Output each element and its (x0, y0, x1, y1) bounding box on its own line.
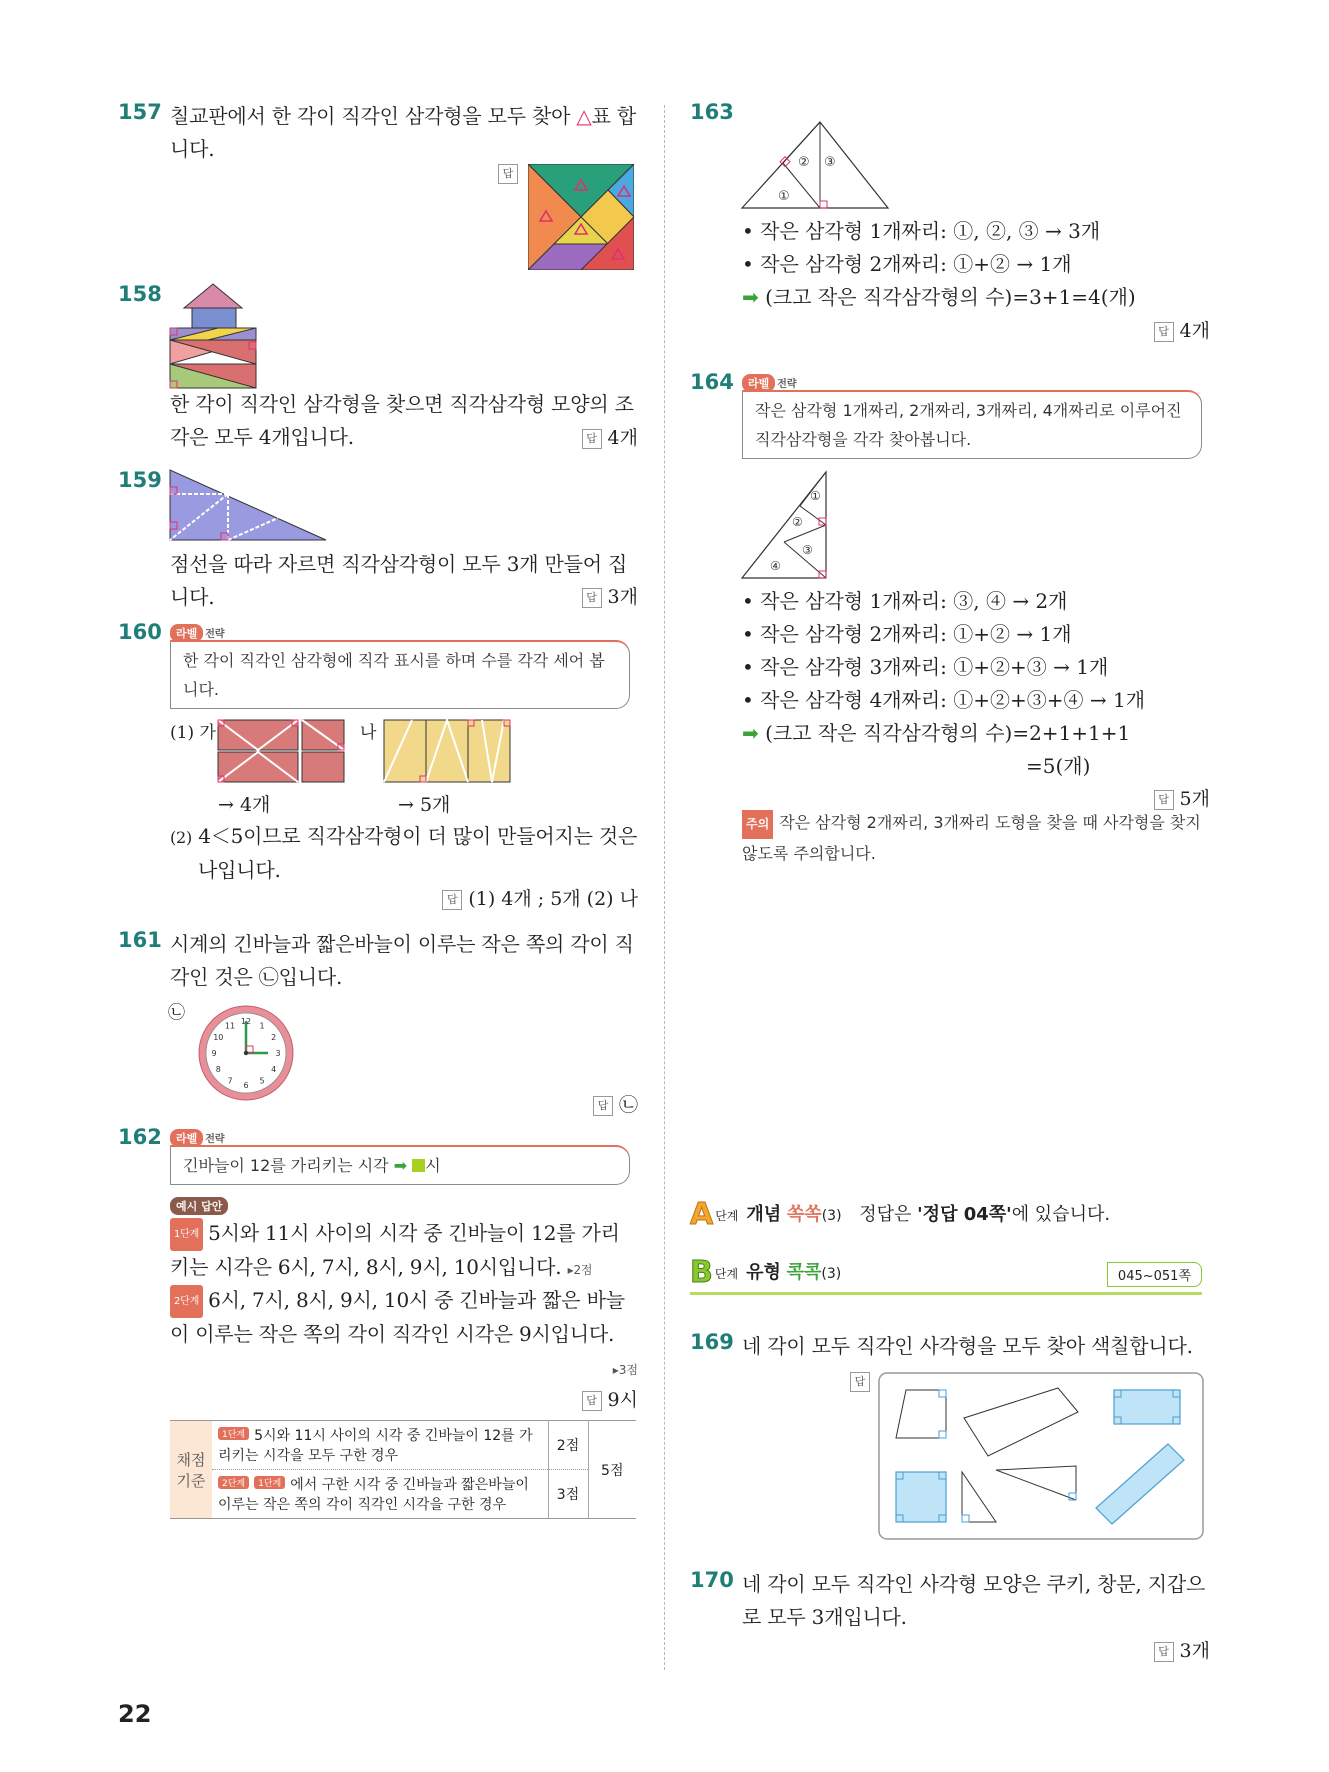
column-divider (664, 105, 665, 1670)
grading-label: 채점 기준 (170, 1421, 212, 1519)
problem-text: 점선을 따라 자르면 직각삼각형이 모두 3개 만들어 집니다. (170, 552, 628, 609)
problem-159 (118, 468, 638, 608)
triangle-figure-163 (740, 118, 890, 210)
clock-numeral: 4 (271, 1065, 277, 1074)
triangle-symbol: △ (576, 104, 592, 128)
svg-text:②: ② (798, 155, 810, 170)
svg-text:②: ② (792, 515, 803, 529)
hint-box: 한 각이 직각인 삼각형에 직각 표시를 하며 수를 각각 세어 봅니다. (170, 640, 630, 709)
grading-row-1: 1단계 5시와 11시 사이의 시각 중 긴바늘이 12를 가리키는 시각을 모두 구한 경우 (212, 1421, 548, 1470)
clock-numeral: 3 (275, 1049, 281, 1058)
problem-text: 칠교판에서 한 각이 직각인 삼각형을 모두 찾아 △표 합니다. (170, 104, 636, 161)
strategy-tag: 라벨 전략 (170, 622, 225, 642)
count-line-1: • 작은 삼각형 1개짜리: ①, ②, ③ → 3개 (742, 219, 1101, 243)
problem-text: 네 각이 모두 직각인 사각형을 모두 찾아 색칠합니다. (742, 1334, 1193, 1358)
count-line-3: • 작은 삼각형 3개짜리: ①+②+③ → 1개 (742, 655, 1109, 679)
problem-number: 170 (690, 1568, 734, 1592)
tangram-figure (528, 164, 634, 270)
problem-number: 159 (118, 468, 162, 492)
problem-158 (118, 282, 638, 452)
total-line: ➡ (크고 작은 직각삼각형의 수)=2+1+1+1 (742, 721, 1131, 745)
svg-text:④: ④ (770, 559, 781, 573)
answer-mark: 답 (850, 1372, 870, 1392)
clock-numeral: 10 (213, 1033, 224, 1042)
na-count: → 5개 (398, 794, 451, 816)
grading-total: 5점 (588, 1421, 636, 1519)
clock-numeral: 5 (259, 1076, 265, 1086)
strategy-tag: 라벨 전략 (742, 372, 797, 392)
problem-number: 164 (690, 370, 734, 394)
page-range: 045~051쪽 (1107, 1262, 1202, 1287)
caution-note: 주의 작은 삼각형 2개짜리, 3개짜리 도형을 찾을 때 사각형을 찾지 않도록 주의합니다. (742, 808, 1210, 868)
clock-numeral: 1 (259, 1021, 265, 1031)
clock-numeral: 7 (227, 1076, 233, 1086)
clock-numeral: 2 (271, 1033, 277, 1042)
problem-text: 네 각이 모두 직각인 사각형 모양은 쿠키, 창문, 지갑으로 모두 3개입니다. (742, 1572, 1206, 1629)
problem-number: 158 (118, 282, 162, 306)
cut-triangles-figure (168, 468, 328, 543)
problem-number: 169 (690, 1330, 734, 1354)
grading-row-2-points: 3점 (548, 1470, 588, 1519)
step1-text: 1단계 5시와 11시 사이의 시각 중 긴바늘이 12를 가리키는 시각은 6시, 7시, 8시, 9시, 10시입니다. ▸2점 (170, 1217, 638, 1287)
count-line-4: • 작은 삼각형 4개짜리: ①+②+③+④ → 1개 (742, 688, 1146, 712)
blank-square (412, 1159, 425, 1172)
grading-table (170, 1420, 636, 1519)
page-number: 22 (118, 1700, 152, 1728)
house-figure (168, 282, 258, 392)
svg-text:①: ① (810, 489, 821, 503)
rectangles-figure (878, 1372, 1204, 1540)
stage-b-banner: B단계 유형 콕콕(3) 045~051쪽 (690, 1258, 1202, 1288)
figure-ga (216, 718, 346, 784)
part1-label: (1) 가 (170, 723, 216, 743)
count-line-2: • 작은 삼각형 2개짜리: ①+② → 1개 (742, 252, 1072, 276)
step2-text: 2단계 6시, 7시, 8시, 9시, 10시 중 긴바늘과 짧은 바늘이 이루는 작은 쪽의 각이 직각인 시각은 9시입니다. (170, 1284, 638, 1351)
count-line-1: • 작은 삼각형 1개짜리: ③, ④ → 2개 (742, 589, 1068, 613)
na-label: 나 (360, 723, 377, 743)
answer: 답 5개 (1154, 784, 1210, 811)
figure-na (382, 718, 512, 784)
part2-text: (2) 4＜5이므로 직각삼각형이 더 많이 만들어지는 것은 나입니다. (170, 824, 638, 882)
problem-number: 160 (118, 620, 162, 644)
clock-numeral: 11 (224, 1021, 236, 1031)
answer: 답 4개 (1154, 316, 1210, 343)
clock-label: ㉡ (168, 1003, 185, 1023)
clock-figure (196, 1003, 296, 1103)
problem-text: 한 각이 직각인 삼각형을 찾으면 직각삼각형 모양의 조각은 모두 4개입니다. (170, 392, 634, 449)
svg-text:③: ③ (802, 543, 813, 557)
clock-numeral: 6 (243, 1081, 249, 1090)
problem-164 (690, 370, 1210, 890)
problem-162 (118, 1125, 638, 1513)
problem-163 (690, 100, 1210, 340)
problem-170 (690, 1568, 1210, 1668)
clock-numeral: 12 (240, 1017, 252, 1026)
answer: 답 3개 (582, 582, 638, 609)
triangle-figure-164 (740, 470, 830, 580)
answer: 답 4개 (582, 423, 638, 450)
hint-box: 작은 삼각형 1개짜리, 2개짜리, 3개짜리, 4개짜리로 이루어진 직각삼각형을 각각 찾아봅니다. (742, 390, 1202, 459)
grading-row-1-points: 2점 (548, 1421, 588, 1470)
problem-text: 시계의 긴바늘과 짧은바늘이 이루는 작은 쪽의 각이 직각인 것은 ㉡입니다. (170, 932, 634, 989)
problem-160 (118, 620, 638, 915)
total-line-result: =5(개) (1026, 754, 1091, 778)
step2-points: ▸3점 (612, 1363, 638, 1377)
total-line: ➡ (크고 작은 직각삼각형의 수)=3+1=4(개) (742, 285, 1136, 309)
clock-numeral: 9 (211, 1049, 217, 1058)
problem-157 (118, 100, 638, 275)
problem-number: 157 (118, 100, 162, 124)
problem-number: 161 (118, 928, 162, 952)
stage-a-banner: A단계 개념 쏙쏙(3) 정답은 '정답 04쪽'에 있습니다. (690, 1197, 1111, 1232)
problem-number: 163 (690, 100, 734, 124)
answer: 답 9시 (582, 1385, 638, 1412)
problem-169 (690, 1330, 1210, 1540)
grading-row-2: 2단계 1단계 에서 구한 시각 중 긴바늘과 짧은바늘이 이루는 작은 쪽의 각이 직각인 시각을 구한 경우 (212, 1470, 548, 1519)
hint-box: 긴바늘이 12를 가리키는 시각 ➡ 시 (170, 1145, 630, 1185)
count-line-2: • 작은 삼각형 2개짜리: ①+② → 1개 (742, 622, 1072, 646)
answer-mark: 답 (498, 164, 518, 184)
answer: 답 ㉡ (593, 1090, 638, 1117)
clock-numeral: 8 (215, 1065, 221, 1074)
svg-text:①: ① (778, 189, 790, 204)
problem-161 (118, 928, 638, 1123)
ga-count: → 4개 (218, 794, 271, 816)
answer: 답 (1) 4개 ; 5개 (2) 나 (442, 884, 638, 911)
strategy-tag: 라벨 전략 (170, 1127, 225, 1147)
problem-number: 162 (118, 1125, 162, 1149)
answer: 답 3개 (1154, 1636, 1210, 1663)
example-answer-tag: 예시 답안 (170, 1195, 228, 1215)
svg-text:③: ③ (824, 155, 836, 170)
stage-b-underline (690, 1292, 1202, 1295)
